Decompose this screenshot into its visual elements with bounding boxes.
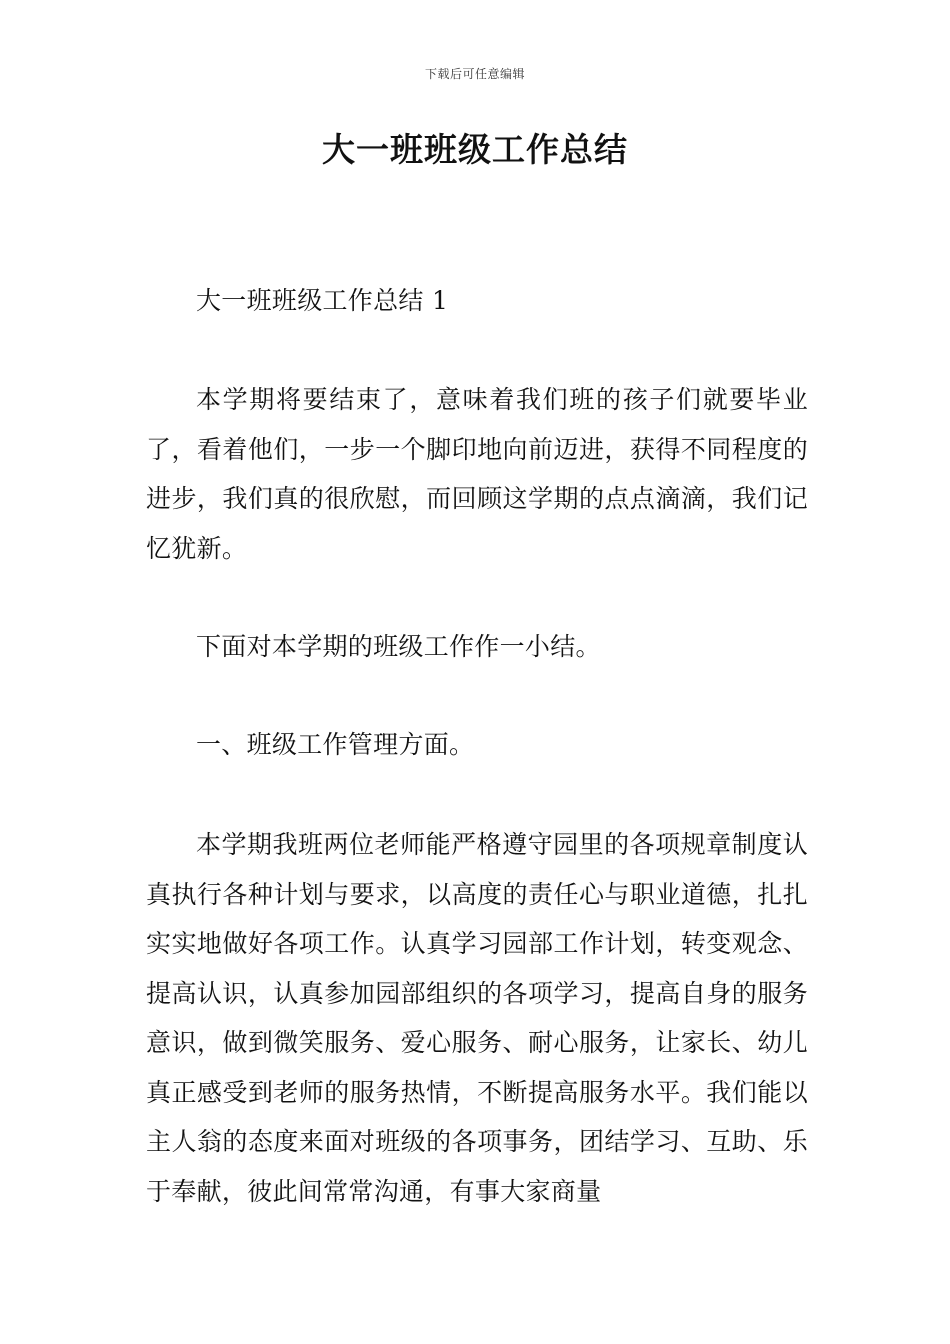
paragraph-summary-lead: 下面对本学期的班级工作作一小结。 <box>196 632 601 661</box>
document-title: 大一班班级工作总结 <box>322 130 628 169</box>
paragraph-management: 本学期我班两位老师能严格遵守园里的各项规章制度认真执行各种计划与要求，以高度的责任心与职业道德，扎扎实实地做好各项工作。认真学习园部工作计划，转变观念、提高认识，认真参加园部组织的各项学习，提高自身的服务意识，做到微笑服务、爱心服务、耐心服务，让家长、幼儿真正感受到老师的服务热情，不断提高服务水平。我们能以主人翁的态度来面对班级的各项事务，团结学习、互助、乐于奉献，彼此间常常沟通，有事大家商量 <box>146 830 808 1206</box>
subsection-heading: 一、班级工作管理方面。 <box>196 730 475 759</box>
paragraph-intro: 本学期将要结束了，意味着我们班的孩子们就要毕业了，看着他们，一步一个脚印地向前迈进，获得不同程度的进步，我们真的很欣慰，而回顾这学期的点点滴滴，我们记忆犹新。 <box>146 385 808 563</box>
header-note: 下载后可任意编辑 <box>424 67 525 81</box>
section-heading: 大一班班级工作总结 1 <box>196 286 449 315</box>
